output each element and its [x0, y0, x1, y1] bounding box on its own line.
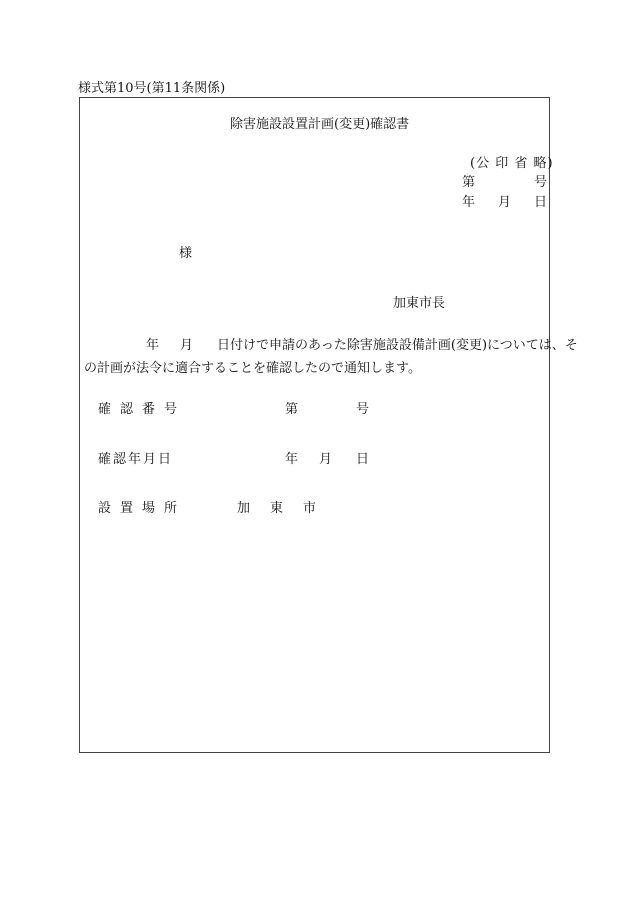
doc-number-prefix: 第 [462, 175, 476, 190]
official-seal-omitted: (公 印 省 略) [470, 156, 554, 171]
issue-date-day: 日 [534, 195, 548, 210]
body-month: 月 [180, 338, 194, 353]
form-number-label: 様式第10号(第11条関係) [78, 81, 226, 96]
confirm-date-day: 日 [356, 452, 370, 467]
confirm-number-prefix: 第 [285, 402, 299, 417]
document-frame [79, 97, 550, 753]
issue-date-month: 月 [498, 195, 512, 210]
location-value: 加東市 [237, 501, 337, 516]
location-label: 設置場所 [98, 501, 187, 516]
issue-date-year: 年 [462, 195, 476, 210]
body-text-line-2: の計画が法令に適合することを確認したので通知します。 [84, 361, 421, 376]
confirm-date-year: 年 [285, 452, 299, 467]
addressee-honorific: 様 [179, 246, 193, 261]
document-title: 除害施設設置計画(変更)確認書 [230, 117, 410, 132]
doc-number-suffix: 号 [534, 175, 548, 190]
body-text-rest: 日付けで申請のあった除害施設設備計画(変更)については、そ [217, 338, 578, 353]
confirm-number-suffix: 号 [356, 402, 370, 417]
body-year: 年 [146, 338, 160, 353]
confirm-date-label: 確認年月日 [98, 452, 174, 467]
issuer-name: 加東市長 [393, 296, 446, 311]
confirm-date-month: 月 [319, 452, 333, 467]
confirm-number-label: 確認番号 [98, 402, 187, 417]
